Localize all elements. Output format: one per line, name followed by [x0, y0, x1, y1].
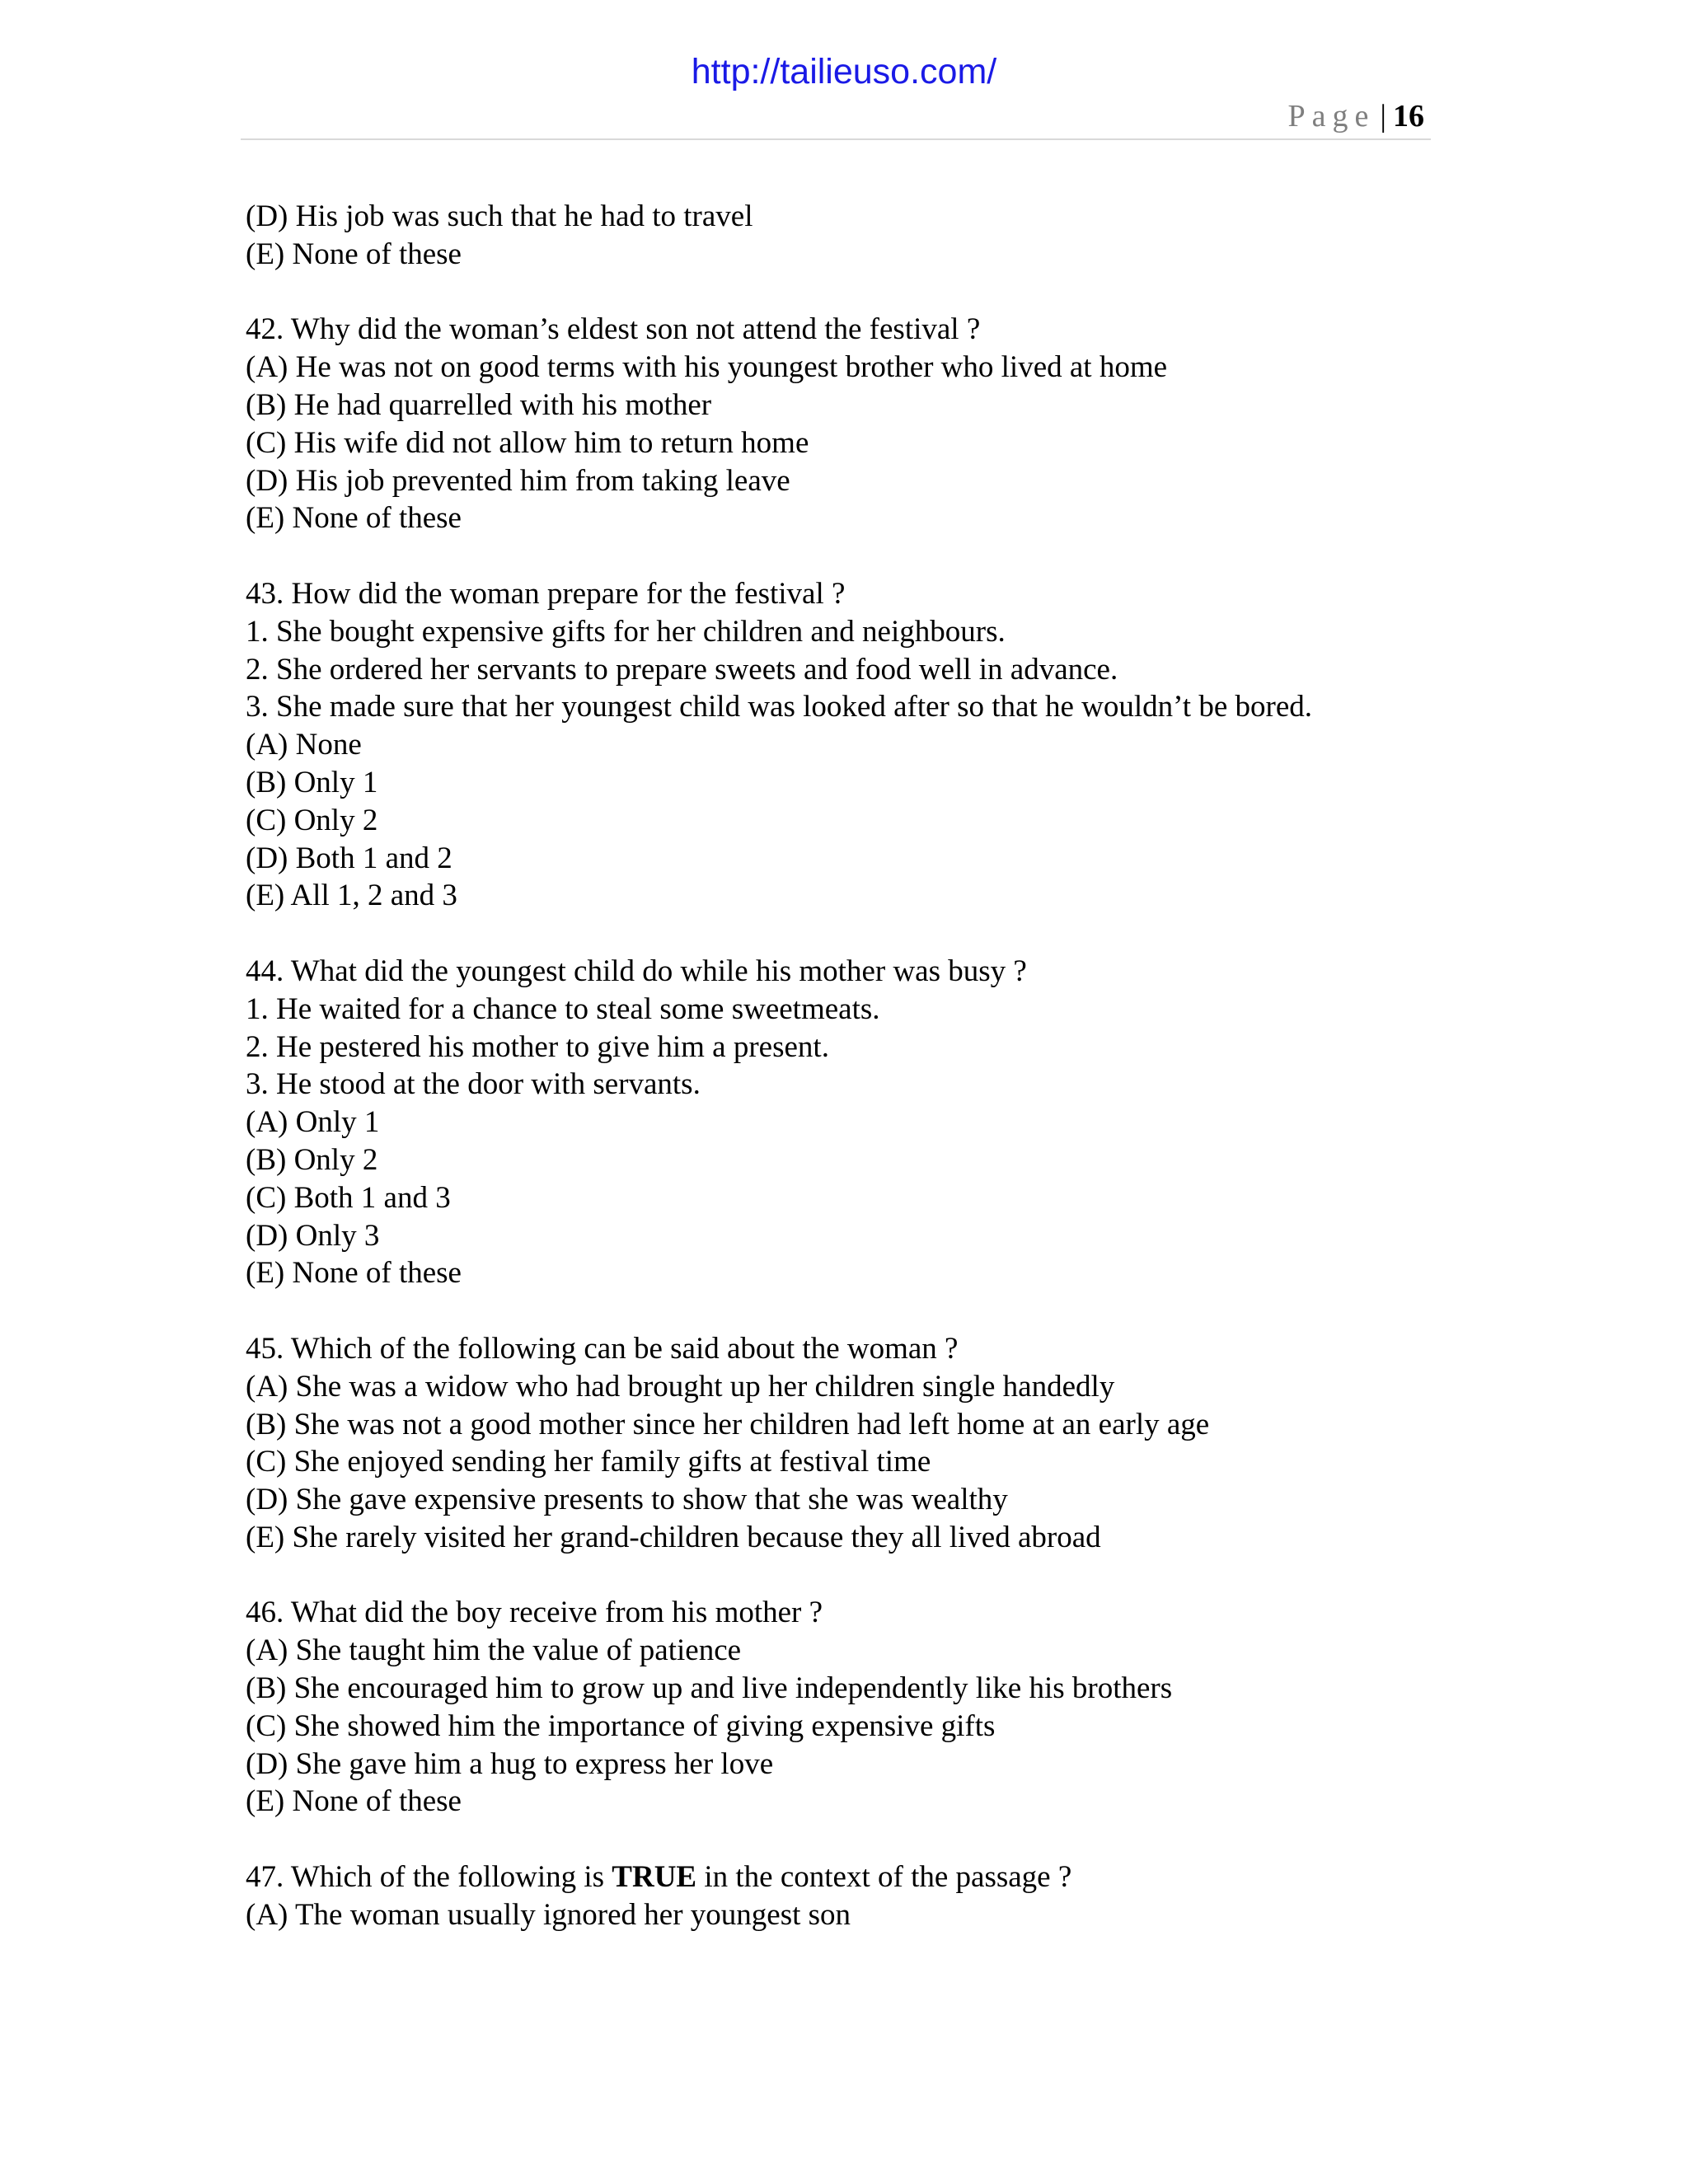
text-line: 42. Why did the woman’s eldest son not attend the festival ? [246, 312, 981, 347]
text-line: (A) She was a widow who had brought up her children single handedly [246, 1369, 1115, 1404]
text-line: (E) None of these [246, 1256, 462, 1291]
question-stem-suffix: in the context of the passage ? [696, 1860, 1072, 1895]
block-spacer [246, 1557, 1482, 1595]
question-stem [246, 1858, 1482, 1896]
site-url-link[interactable]: http://tailieuso.com/ [691, 52, 997, 91]
block-spacer [246, 1821, 1482, 1858]
question-blocks [246, 198, 1482, 1858]
text-line: (C) She showed him the importance of giving expensive gifts [246, 1708, 996, 1743]
page-label: Page [1287, 99, 1376, 134]
text-line: (D) She gave him a hug to express her love [246, 1746, 774, 1781]
page-separator: | [1380, 99, 1386, 134]
block-spacer [246, 1292, 1482, 1330]
text-line: 2. He pestered his mother to give him a present. [246, 1029, 829, 1064]
answer-option: (A) The woman usually ignored her youngest son [246, 1897, 851, 1932]
question-block [246, 1594, 1482, 1821]
text-line: (A) None [246, 728, 362, 762]
text-line: (E) She rarely visited her grand-children because they all lived abroad [246, 1520, 1101, 1554]
text-line: (B) Only 1 [246, 765, 378, 799]
question-47 [246, 1858, 1482, 1934]
question-stem-emphasis: TRUE [612, 1860, 697, 1895]
text-line: (D) His job was such that he had to travel [246, 199, 753, 233]
text-line: (E) All 1, 2 and 3 [246, 879, 457, 913]
text-line: (C) Both 1 and 3 [246, 1180, 451, 1215]
text-line: (D) Only 3 [246, 1218, 380, 1253]
text-line: 1. She bought expensive gifts for her children and neighbours. [246, 614, 1006, 649]
question-stem-prefix: 47. Which of the following is [246, 1860, 612, 1895]
text-line: (B) Only 2 [246, 1142, 378, 1177]
text-line: 2. She ordered her servants to prepare sweets and food well in advance. [246, 652, 1118, 687]
text-line: (A) Only 1 [246, 1105, 380, 1140]
text-line: (D) Both 1 and 2 [246, 841, 452, 875]
text-line: (C) Only 2 [246, 803, 378, 837]
document-body [246, 198, 1482, 1934]
question-block [246, 953, 1482, 1292]
text-line: (E) None of these [246, 1784, 462, 1819]
text-line: (C) His wife did not allow him to return home [246, 425, 809, 460]
text-line: 43. How did the woman prepare for the festival ? [246, 576, 846, 611]
text-line: (B) She encouraged him to grow up and live independently like his brothers [246, 1671, 1173, 1706]
text-line: (B) She was not a good mother since her children had left home at an early age [246, 1407, 1210, 1441]
text-line: (B) He had quarrelled with his mother [246, 387, 712, 422]
block-spacer [246, 915, 1482, 953]
text-line: (E) None of these [246, 237, 462, 271]
block-spacer [246, 537, 1482, 575]
text-line: (A) He was not on good terms with his youngest brother who lived at home [246, 350, 1168, 385]
text-line: (A) She taught him the value of patience [246, 1633, 742, 1668]
text-line: 44. What did the youngest child do while his mother was busy ? [246, 954, 1027, 988]
question-block [246, 311, 1482, 537]
text-line: (C) She enjoyed sending her family gifts at festival time [246, 1445, 931, 1479]
header-divider [241, 138, 1431, 140]
text-line: (D) She gave expensive presents to show that she was wealthy [246, 1483, 1008, 1517]
question-block [246, 198, 1482, 274]
text-line: (D) His job prevented him from taking leave [246, 463, 790, 498]
text-line: 3. She made sure that her youngest child was looked after so that he wouldn’t be bored. [246, 690, 1312, 724]
question-block [246, 575, 1482, 915]
text-line: 3. He stood at the door with servants. [246, 1067, 701, 1102]
text-line: 45. Which of the following can be said about the woman ? [246, 1331, 959, 1366]
text-line: 1. He waited for a chance to steal some sweetmeats. [246, 991, 880, 1026]
page-number-indicator [1288, 101, 1424, 132]
block-spacer [246, 274, 1482, 312]
page-number: 16 [1393, 99, 1424, 134]
text-line: 46. What did the boy receive from his mother ? [246, 1596, 823, 1630]
question-block [246, 1330, 1482, 1557]
text-line: (E) None of these [246, 501, 462, 536]
